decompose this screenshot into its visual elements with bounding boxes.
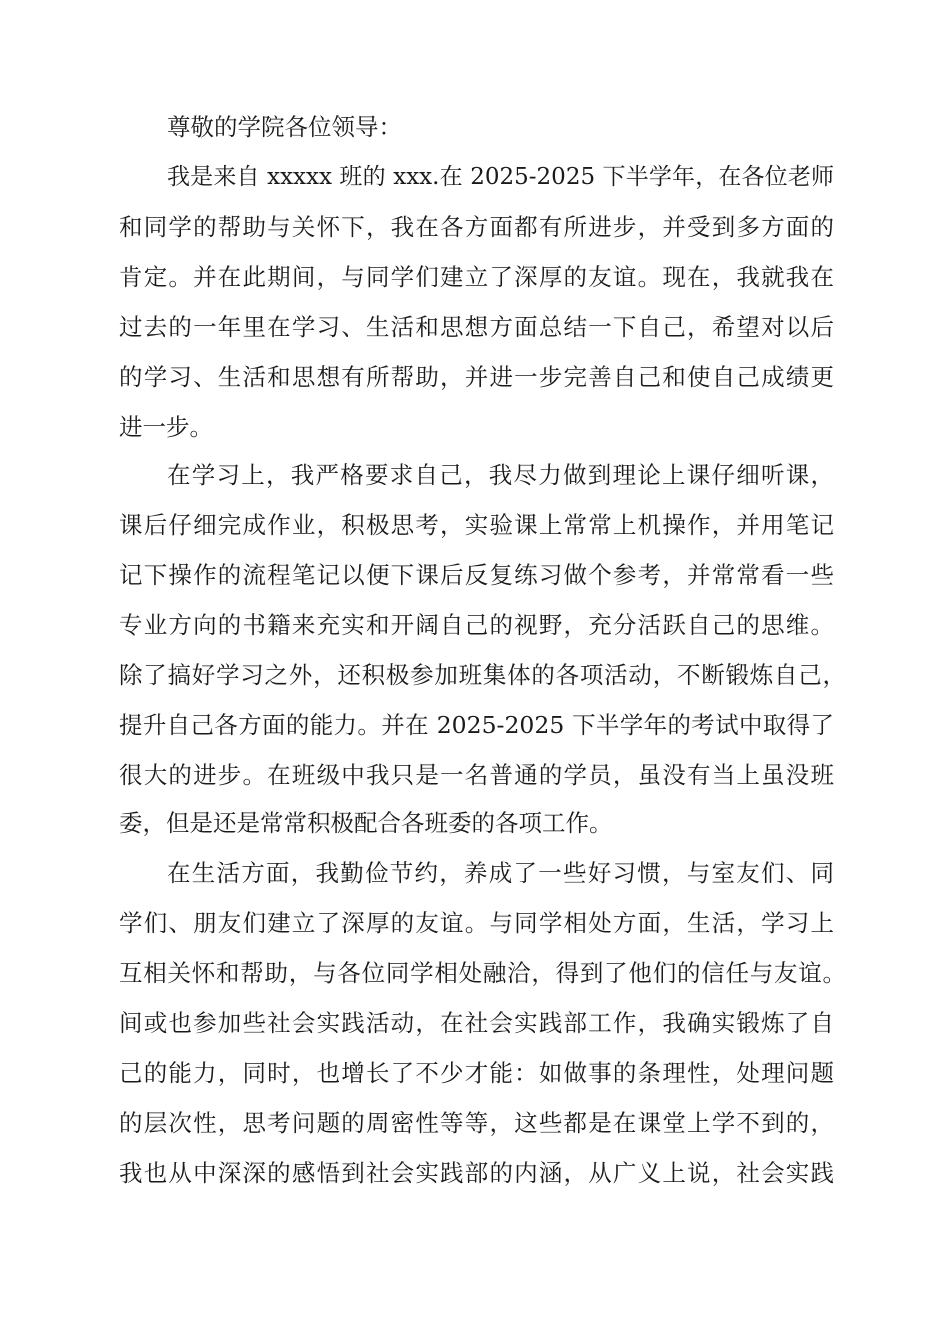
paragraph-2-line-6: 提升自己各方面的能力。并在 2025-2025 下半学年的考试中取得了 <box>119 711 834 739</box>
paragraph-2-line-4: 专业方向的书籍来充实和开阔自己的视野，充分活跃自己的思维。 <box>119 611 834 639</box>
paragraph-3-line-5: 己的能力，同时，也增长了不少才能：如做事的条理性，处理问题 <box>119 1059 834 1087</box>
paragraph-3-line-3: 互相关怀和帮助，与各位同学相处融洽，得到了他们的信任与友谊。 <box>119 959 846 987</box>
paragraph-3-line-7: 我也从中深深的感悟到社会实践部的内涵，从广义上说，社会实践 <box>119 1159 834 1187</box>
paragraph-2-line-1: 在学习上，我严格要求自己，我尽力做到理论上课仔细听课， <box>167 461 834 489</box>
paragraph-2-line-7: 很大的进步。在班级中我只是一名普通的学员，虽没有当上虽没班 <box>119 761 834 789</box>
paragraph-1-line-1: 我是来自 xxxxx 班的 xxx.在 2025-2025 下半学年，在各位老师 <box>167 164 834 190</box>
paragraph-3-line-2: 学们、朋友们建立了深厚的友谊。与同学相处方面，生活，学习上 <box>119 909 834 937</box>
paragraph-3-line-6: 的层次性，思考问题的周密性等等，这些都是在课堂上学不到的， <box>119 1109 834 1137</box>
paragraph-1-line-5: 的学习、生活和思想有所帮助，并进一步完善自己和使自己成绩更 <box>119 363 834 391</box>
paragraph-1-line-6: 进一步。 <box>119 413 213 441</box>
paragraph-1-line-3: 肯定。并在此期间，与同学们建立了深厚的友谊。现在，我就我在 <box>119 263 834 291</box>
paragraph-2-line-3: 记下操作的流程笔记以便下课后反复练习做个参考，并常常看一些 <box>119 561 834 589</box>
paragraph-1-line-2: 和同学的帮助与关怀下，我在各方面都有所进步，并受到多方面的 <box>119 213 834 241</box>
paragraph-3-line-4: 间或也参加些社会实践活动，在社会实践部工作，我确实锻炼了自 <box>119 1009 834 1037</box>
paragraph-1-line-4: 过去的一年里在学习、生活和思想方面总结一下自己，希望对以后 <box>119 313 834 341</box>
paragraph-2-line-8: 委，但是还是常常积极配合各班委的各项工作。 <box>119 809 613 837</box>
paragraph-2-line-5: 除了搞好学习之外，还积极参加班集体的各项活动，不断锻炼自己， <box>119 661 846 689</box>
paragraph-2-line-2: 课后仔细完成作业，积极思考，实验课上常常上机操作，并用笔记 <box>119 511 834 539</box>
salutation: 尊敬的学院各位领导： <box>167 113 402 141</box>
paragraph-3-line-1: 在生活方面，我勤俭节约，养成了一些好习惯，与室友们、同 <box>167 859 834 887</box>
